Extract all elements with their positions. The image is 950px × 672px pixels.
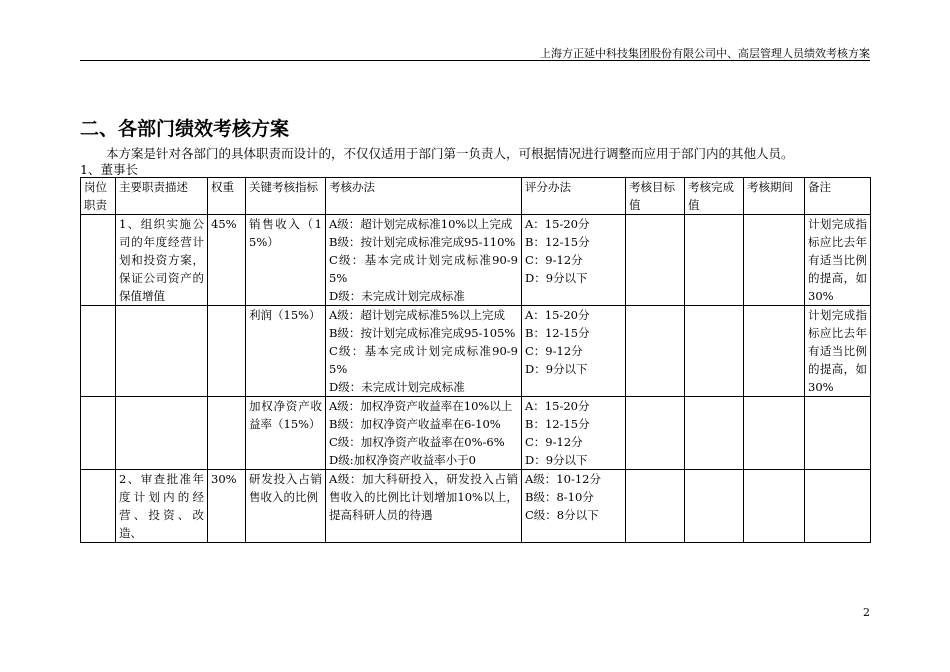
table-row [81, 470, 871, 543]
cell-weight [208, 306, 246, 397]
scoring-line: A：15-20分 [525, 308, 590, 322]
scoring-line: C：9-12分 [525, 435, 583, 449]
col-header-method: 考核办法 [326, 178, 522, 215]
cell-remark [805, 470, 871, 543]
page-number: 2 [863, 606, 870, 619]
table-row [81, 306, 871, 397]
table-row [81, 397, 871, 470]
method-line: D级：未完成计划完成标准 [329, 380, 465, 394]
col-header-kpi: 关键考核指标 [246, 178, 326, 215]
method-line: B级：按计划完成标准完成95-110% [329, 235, 516, 249]
cell-position [81, 215, 116, 306]
scoring-line: A：15-20分 [525, 217, 590, 231]
cell-kpi: 利润（15%） [246, 306, 326, 397]
method-line: B级：加权净资产收益率在6-10% [329, 417, 501, 431]
header-rule [80, 60, 870, 61]
col-header-weight: 权重 [208, 178, 246, 215]
cell-actual [685, 215, 744, 306]
cell-weight [208, 397, 246, 470]
scoring-line: C级：8分以下 [525, 508, 599, 522]
scoring-line: B级：8-10分 [525, 490, 594, 504]
scoring-line: D：9分以下 [525, 453, 588, 467]
cell-method [326, 306, 522, 397]
col-header-duty: 主要职责描述 [116, 178, 208, 215]
cell-period [744, 397, 805, 470]
scoring-line: D：9分以下 [525, 271, 588, 285]
cell-position [81, 470, 116, 543]
cell-remark: 计划完成指标应比去年有适当比例的提高，如30% [805, 306, 871, 397]
method-line: A级：超计划完成标准5%以上完成 [329, 308, 506, 322]
cell-weight: 45% [208, 215, 246, 306]
col-header-remark: 备注 [805, 178, 871, 215]
section-title: 二、各部门绩效考核方案 [80, 118, 290, 140]
cell-period [744, 306, 805, 397]
col-header-actual: 考核完成值 [685, 178, 744, 215]
cell-scoring [522, 306, 626, 397]
cell-duty: 2、审查批准年度计划内的经营、投资、改造、 [116, 470, 208, 543]
method-line: A级：加权净资产收益率在10%以上 [329, 399, 513, 413]
cell-duty [116, 397, 208, 470]
scoring-line: C：9-12分 [525, 344, 583, 358]
cell-scoring [522, 215, 626, 306]
table-row [81, 215, 871, 306]
method-line: D级：未完成计划完成标准 [329, 289, 465, 303]
method-line: A级：加大科研投入，研发投入占销售收入的比例比计划增加10%以上，提高科研人员的待遇 [329, 472, 518, 522]
method-line: C级：加权净资产收益率在0%-6% [329, 435, 505, 449]
cell-scoring [522, 470, 626, 543]
scoring-line: A：15-20分 [525, 399, 590, 413]
table-header-row [81, 178, 871, 215]
cell-period [744, 470, 805, 543]
cell-method [326, 397, 522, 470]
cell-actual [685, 397, 744, 470]
col-header-scoring: 评分办法 [522, 178, 626, 215]
col-header-period: 考核期间 [744, 178, 805, 215]
method-line: D级:加权净资产收益率小于0 [329, 453, 476, 467]
col-header-position: 岗位职责 [81, 178, 116, 215]
cell-method [326, 215, 522, 306]
scoring-line: D：9分以下 [525, 362, 588, 376]
intro-paragraph: 本方案是针对各部门的具体职责而设计的，不仅仅适用于部门第一负责人，可根据情况进行调整而应用于部门内的其他人员。 [106, 146, 794, 161]
method-line: A级：超计划完成标准10%以上完成 [329, 217, 513, 231]
method-line: C级：基本完成计划完成标准90-95% [329, 344, 518, 376]
cell-method [326, 470, 522, 543]
cell-actual [685, 470, 744, 543]
cell-weight: 30% [208, 470, 246, 543]
subsection-label: 1、董事长 [80, 162, 138, 177]
cell-period [744, 215, 805, 306]
cell-duty: 1、组织实施公司的年度经营计划和投资方案，保证公司资产的保值增值 [116, 215, 208, 306]
kpi-table [80, 177, 871, 543]
cell-remark [805, 397, 871, 470]
method-line: B级：按计划完成标准完成95-105% [329, 326, 516, 340]
scoring-line: A级：10-12分 [525, 472, 601, 486]
running-header: 上海方正延中科技集团股份有限公司中、高层管理人员绩效考核方案 [540, 47, 870, 60]
cell-position [81, 397, 116, 470]
cell-actual [685, 306, 744, 397]
cell-scoring [522, 397, 626, 470]
cell-kpi: 研发投入占销售收入的比例 [246, 470, 326, 543]
cell-position [81, 306, 116, 397]
scoring-line: B：12-15分 [525, 235, 590, 249]
cell-target [626, 306, 685, 397]
cell-target [626, 470, 685, 543]
scoring-line: B：12-15分 [525, 417, 590, 431]
cell-kpi: 加权净资产收益率（15%） [246, 397, 326, 470]
scoring-line: C：9-12分 [525, 253, 583, 267]
cell-kpi: 销售收入（15%） [246, 215, 326, 306]
cell-remark: 计划完成指标应比去年有适当比例的提高，如30% [805, 215, 871, 306]
method-line: C级：基本完成计划完成标准90-95% [329, 253, 518, 285]
scoring-line: B：12-15分 [525, 326, 590, 340]
cell-target [626, 397, 685, 470]
cell-duty [116, 306, 208, 397]
col-header-target: 考核目标值 [626, 178, 685, 215]
cell-target [626, 215, 685, 306]
